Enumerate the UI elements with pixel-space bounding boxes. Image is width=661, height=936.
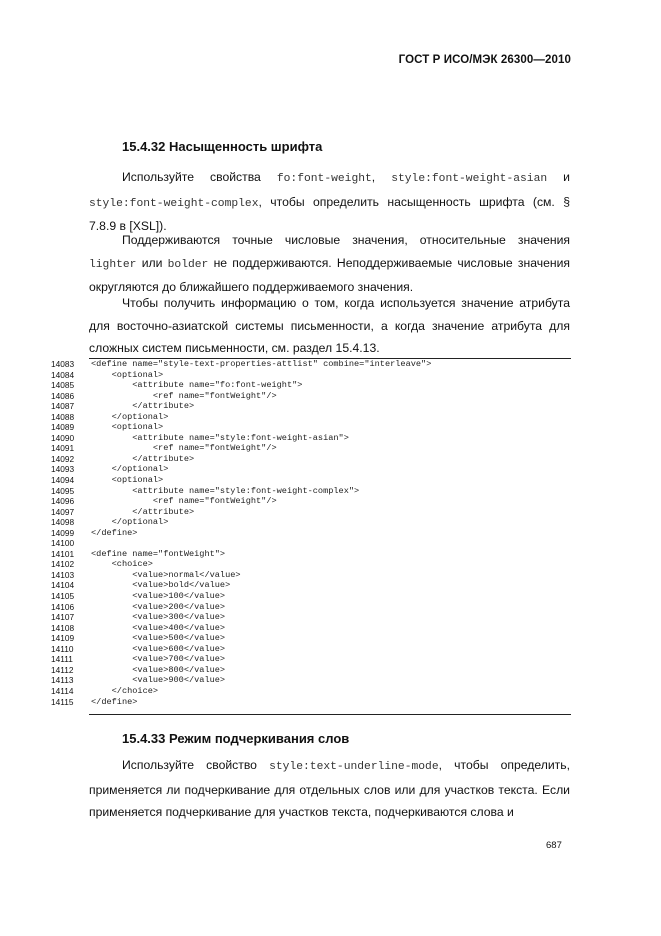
code-line-number: 14108 [51,622,75,633]
section-heading-font-weight: 15.4.32 Насыщенность шрифта [122,139,323,154]
code-line-text: </optional> [91,411,169,422]
code-line [51,623,591,634]
code-line-number: 14089 [51,422,75,433]
code-line [51,507,591,518]
text-fragment: не поддерживаются. Неподдерживаемые числовые значения округляются до ближайшего поддерживаемого значения. [89,255,570,294]
text-fragment: , чтобы определить насыщенность шрифта (см. § 7.8.9 в [XSL]). [89,194,570,233]
code-line-text: <optional> [91,369,164,380]
section-heading-word-underline-mode: 15.4.33 Режим подчеркивания слов [122,731,350,746]
code-style-text-underline-mode: style:text-underline-mode [269,761,439,773]
code-line-text: <choice> [91,559,153,570]
text-fragment: Поддерживаются точные числовые значения, относительные значения [122,233,570,247]
code-line [51,697,591,708]
code-line-text: <value>900</value> [91,675,226,686]
code-line [51,644,591,655]
code-line [51,570,591,581]
code-fo-font-weight: fo:font-weight [276,173,372,185]
code-line-text: </attribute> [91,453,195,464]
code-bolder: bolder [167,258,209,271]
code-line-number: 14093 [51,464,75,475]
code-line-text: <define name="fontWeight"> [91,548,226,559]
code-line-text: </define> [91,696,138,707]
code-line-number: 14115 [51,696,74,707]
code-line-number: 14111 [51,654,73,665]
code-line [51,675,591,686]
code-line [51,412,591,423]
paragraph-underline-mode [89,754,570,824]
code-line-number: 14097 [51,506,75,517]
code-line-number: 14113 [51,675,74,686]
code-line [51,654,591,665]
code-line-text: <value>800</value> [91,664,226,675]
code-line-text: <value>normal</value> [91,569,241,580]
code-line [51,464,591,475]
code-line [51,528,591,539]
code-line-number: 14103 [51,569,75,580]
code-line-number: 14107 [51,612,75,623]
code-line-text: </choice> [91,685,159,696]
code-line-number: 14084 [51,369,75,380]
code-line-text: <value>200</value> [91,601,226,612]
code-line [51,370,591,381]
code-line-number: 14104 [51,580,75,591]
paragraph-writing-systems [89,292,570,360]
code-line-text: <optional> [91,475,164,486]
code-line-text: <ref name="fontWeight"/> [91,496,277,507]
paragraph-supported-values [89,229,570,299]
code-line-number: 14098 [51,517,75,528]
code-line-number: 14092 [51,453,75,464]
text-fragment: Чтобы получить информацию о том, когда используется значение атрибута для восточно-азиатской системы письменности, а когда значение атрибута для сложных систем письменности, см. раздел 15.4.13. [89,296,570,355]
code-line-text: <optional> [91,422,164,433]
code-listing [51,359,591,707]
code-style-font-weight-asian: style:font-weight-asian [391,173,548,185]
code-line-number: 14086 [51,390,75,401]
code-line-number: 14110 [51,643,74,654]
code-line-text: </attribute> [91,401,195,412]
code-line-text: <ref name="fontWeight"/> [91,443,277,454]
code-style-font-weight-complex: style:font-weight-complex [89,197,259,210]
code-line-text: <value>600</value> [91,643,226,654]
code-line [51,602,591,613]
code-line-number: 14105 [51,591,75,602]
code-line-text: <attribute name="style:font-weight-complex"> [91,485,360,496]
code-line-text: </attribute> [91,506,195,517]
code-lighter: lighter [89,258,137,271]
code-line-number: 14087 [51,401,75,412]
code-line-number: 14095 [51,485,75,496]
code-line-text: <value>400</value> [91,622,226,633]
text-fragment: Используйте свойство [122,758,270,772]
code-line [51,496,591,507]
code-line-number: 14094 [51,475,75,486]
code-line-number: 14102 [51,559,75,570]
paragraph-font-weight-properties [89,166,570,238]
code-line [51,443,591,454]
code-line-number: 14099 [51,527,75,538]
code-line-number: 14101 [51,548,75,559]
code-line [51,612,591,623]
document-header: ГОСТ Р ИСО/МЭК 26300—2010 [398,54,571,66]
code-line-text: <define name="style-text-properties-attlist" combine="interleave"> [91,359,432,369]
code-line [51,359,591,370]
code-line-text: <value>700</value> [91,654,226,665]
page-number: 687 [546,840,562,851]
text-fragment: , [371,170,392,184]
text-fragment: и [547,170,570,184]
code-line-number: 14083 [51,359,75,369]
code-line [51,665,591,676]
code-line-text: </define> [91,527,138,538]
code-line [51,633,591,644]
code-line [51,433,591,444]
code-line-number: 14114 [51,685,74,696]
code-line [51,559,591,570]
code-line-text: <value>100</value> [91,591,226,602]
text-fragment: Используйте свойства [122,170,277,184]
code-line-number: 14112 [51,664,74,675]
code-line [51,401,591,412]
code-line-number: 14091 [51,443,75,454]
code-line-text: </optional> [91,517,169,528]
code-line [51,538,591,549]
code-line-number: 14106 [51,601,75,612]
code-line-number: 14096 [51,496,75,507]
code-line [51,391,591,402]
code-line [51,591,591,602]
code-line-text: </optional> [91,464,169,475]
code-block-bottom-rule [89,714,571,715]
code-line [51,580,591,591]
code-line [51,686,591,697]
code-line [51,380,591,391]
code-line-number: 14100 [51,538,75,549]
text-fragment: , чтобы определить, применяется ли подчеркивание для отдельных слов или для участков текста. Если применяется подчеркивание для участков текста, подчеркиваются слова и [89,758,570,819]
code-line-number: 14088 [51,411,75,422]
code-line-text: <ref name="fontWeight"/> [91,390,277,401]
code-line [51,549,591,560]
code-line [51,422,591,433]
code-line-text: <attribute name="fo:font-weight"> [91,380,303,391]
code-line-number: 14085 [51,380,75,391]
code-line [51,517,591,528]
text-fragment: или [136,255,168,270]
code-line [51,475,591,486]
code-line-text: <attribute name="style:font-weight-asian"> [91,432,349,443]
code-line-text: <value>300</value> [91,612,226,623]
code-line [51,486,591,497]
code-line-number: 14090 [51,432,75,443]
code-line-text: <value>bold</value> [91,580,231,591]
code-line-number: 14109 [51,633,75,644]
code-line [51,454,591,465]
code-line-text: <value>500</value> [91,633,226,644]
